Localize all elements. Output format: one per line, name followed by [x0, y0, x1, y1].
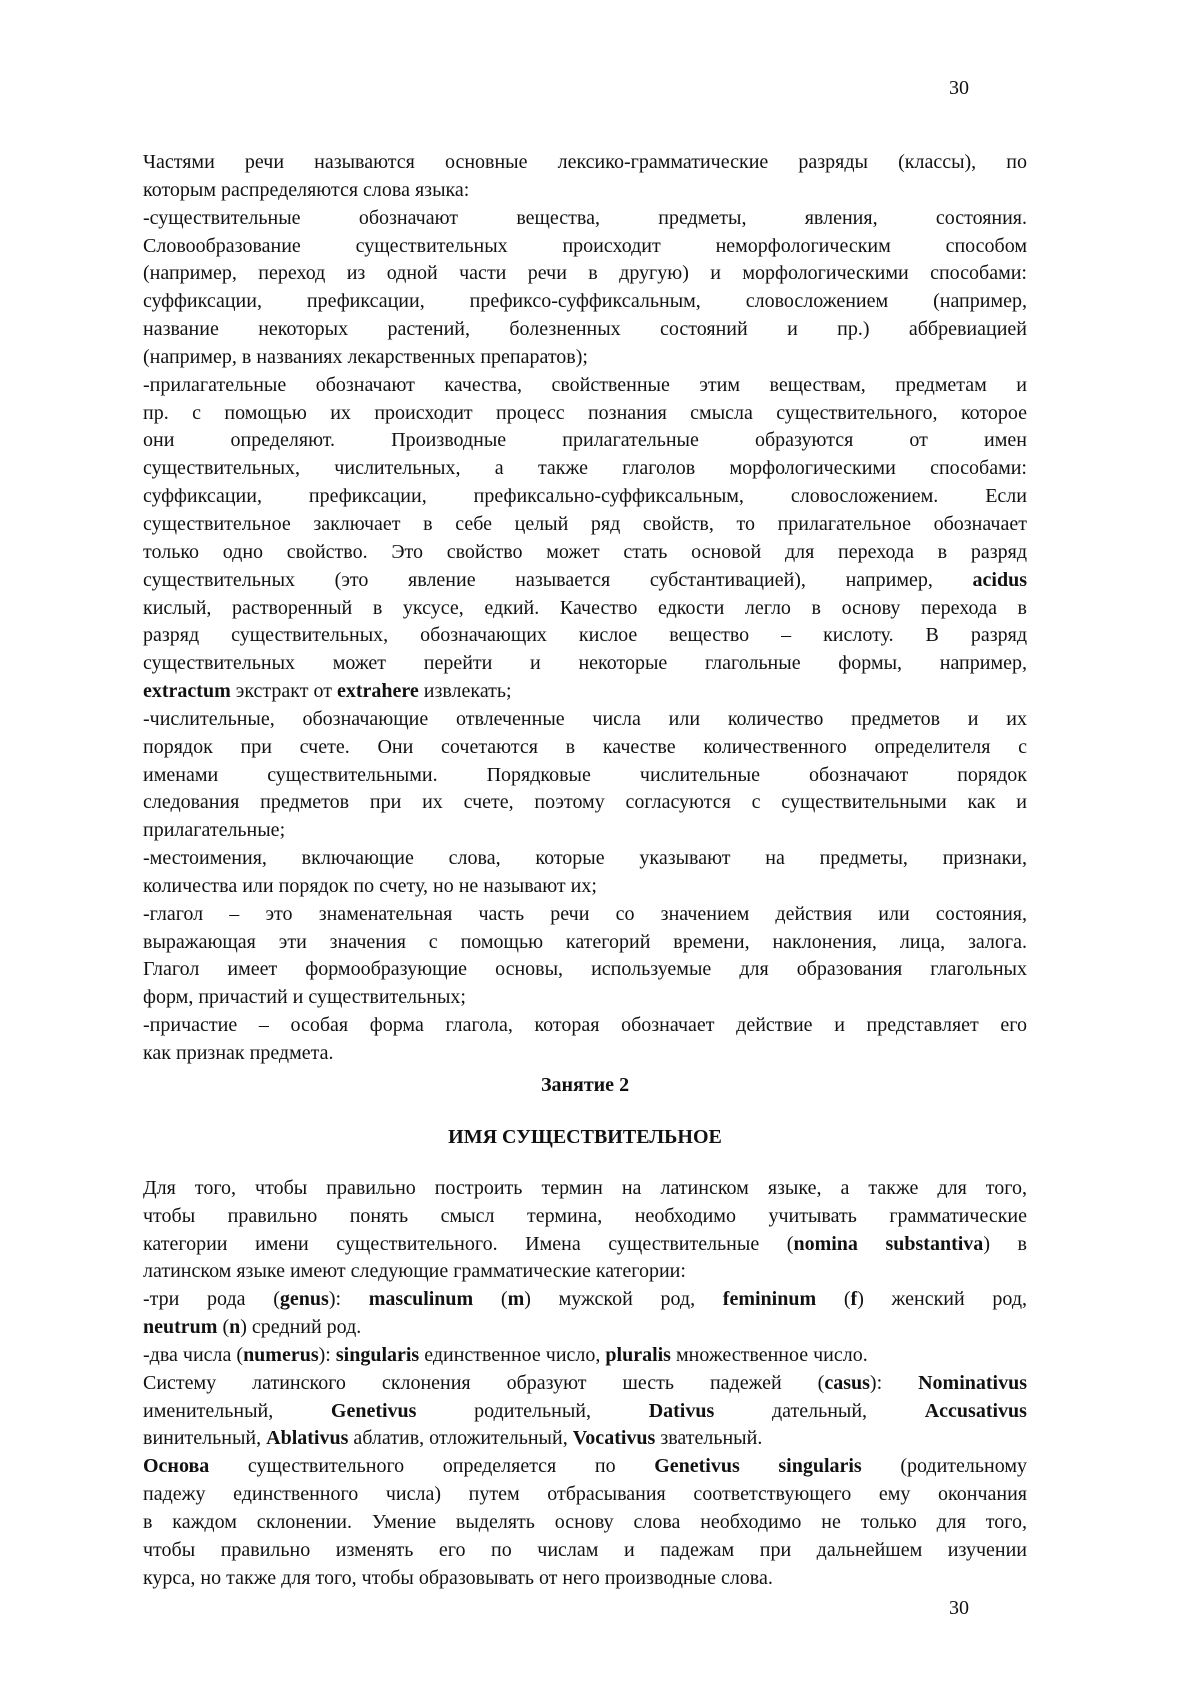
text-line: название некоторых растений, болезненных состояний и пр.) аббревиацией: [143, 318, 1027, 341]
text-line: выражающая эти значения с помощью категорий времени, наклонения, лица, залога.: [143, 930, 1027, 953]
text-line: порядок при счете. Они сочетаются в качестве количественного определителя с: [143, 735, 1027, 758]
text-run: ) женский род,: [857, 1288, 1028, 1311]
text-line: латинском языке имеют следующие грамматические категории:: [143, 1260, 686, 1283]
page-number-top: 30: [949, 77, 969, 99]
latin-term: Vocativus: [572, 1427, 656, 1450]
text-line: Для того, чтобы правильно построить термин на латинском языке, а также для того,: [143, 1176, 1027, 1199]
latin-term: Dativus: [648, 1399, 715, 1422]
latin-term: pluralis: [605, 1343, 671, 1366]
text-line: пр. с помощью их происходит процесс познания смысла существительного, которое: [143, 401, 1027, 424]
latin-term: m: [507, 1288, 525, 1311]
latin-term: singularis: [335, 1343, 420, 1366]
text-run: ):: [869, 1371, 919, 1394]
text-line: именами существительными. Порядковые числительные обозначают порядок: [143, 763, 1027, 786]
text-line: суффиксации, префиксации, префиксально-суффиксальным, словосложением. Если: [143, 485, 1027, 508]
latin-term: Genetivus singularis: [654, 1455, 862, 1478]
text-line: которым распределяются слова языка:: [143, 178, 470, 201]
text-run: ):: [328, 1288, 369, 1311]
text-line: Словообразование существительных происходит неморфологическим способом: [143, 234, 1027, 257]
page-number-bottom: 30: [949, 1597, 969, 1619]
text-line: только одно свойство. Это свойство может стать основой для перехода в разряд: [143, 540, 1027, 563]
text-line: [143, 1286, 1027, 1314]
page-body: [143, 149, 1027, 1593]
text-line: [143, 1398, 1027, 1426]
text-run: ) средний род.: [240, 1316, 362, 1339]
lesson-title: ИМЯ СУЩЕСТВИТЕЛЬНОЕ: [448, 1125, 722, 1148]
text-line: -глагол – это знаменательная часть речи со значением действия или состояния,: [143, 902, 1027, 925]
text-line: -причастие – особая форма глагола, которая обозначает действие и представляет его: [143, 1014, 1027, 1037]
text-line: в каждом склонении. Умение выделять основу слова необходимо не только для того,: [143, 1510, 1027, 1533]
text-line: падежу единственного числа) путем отбрасывания соответствующего ему окончания: [143, 1483, 1027, 1506]
text-run: (: [217, 1316, 230, 1339]
latin-term: neutrum: [143, 1316, 218, 1339]
text-line: следования предметов при их счете, поэтому согласуются с существительными как и: [143, 791, 1027, 814]
text-line: Частями речи называются основные лексико-грамматические разряды (классы), по: [143, 151, 1027, 173]
latin-term: numerus: [243, 1343, 319, 1366]
text-line: -прилагательные обозначают качества, свойственные этим веществам, предметам и: [143, 373, 1027, 396]
text-line: [143, 567, 1027, 595]
text-line: [143, 1425, 1027, 1453]
text-run: (: [473, 1288, 508, 1311]
latin-term-acidus: acidus: [972, 568, 1027, 591]
text-run: именительный,: [143, 1399, 331, 1422]
text-line: как признак предмета.: [143, 1042, 334, 1064]
text-line: Глагол имеет формообразующие основы, используемые для образования глагольных: [143, 958, 1027, 981]
text-line: [143, 1314, 1027, 1342]
text-run: существительного определяется по: [209, 1455, 655, 1478]
latin-term: Nominativus: [918, 1371, 1027, 1394]
text-line: (например, переход из одной части речи в другую) и морфологическими способами:: [143, 262, 1027, 285]
text-run: (родительному: [861, 1455, 1027, 1478]
text-line: -местоимения, включающие слова, которые указывают на предметы, признаки,: [143, 847, 1027, 870]
text-line: [143, 1453, 1027, 1481]
text-line: суффиксации, префиксации, префиксо-суффиксальным, словосложением (например,: [143, 290, 1027, 313]
text-line: чтобы правильно понять смысл термина, необходимо учитывать грамматические: [143, 1204, 1027, 1227]
latin-term: genus: [279, 1288, 329, 1311]
latin-term: masculinum: [368, 1288, 474, 1311]
text-run: категории имени существительного. Имена существительные (: [143, 1232, 794, 1255]
text-run: ) мужской род,: [524, 1288, 723, 1311]
text-run: единственное число,: [419, 1343, 606, 1366]
text-line: [143, 1342, 1027, 1370]
text-line: курса, но также для того, чтобы образовывать от него производные слова.: [143, 1566, 773, 1589]
latin-term: femininum: [722, 1288, 817, 1311]
text-run: винительный,: [143, 1427, 267, 1450]
text-line: существительных может перейти и некоторые глагольные формы, например,: [143, 652, 1027, 675]
noun-paragraph: [143, 1175, 1027, 1593]
text-run: -три рода (: [143, 1288, 280, 1311]
text-line: разряд существительных, обозначающих кислое вещество – кислоту. В разряд: [143, 624, 1027, 647]
text-line: [143, 1370, 1027, 1398]
text-line: количества или порядок по счету, но не называют их;: [143, 874, 597, 897]
text-line: чтобы правильно изменять его по числам и падежам при дальнейшем изучении: [143, 1538, 1027, 1561]
text-line: форм, причастий и существительных;: [143, 986, 466, 1009]
text-run: ) в: [983, 1232, 1027, 1255]
text-line: [143, 1231, 1027, 1259]
text-run: существительных (это явление называется субстантивацией), например,: [143, 568, 933, 591]
text-line: кислый, растворенный в уксусе, едкий. Качество едкости легло в основу перехода в: [143, 596, 1027, 619]
text-run: родительный,: [416, 1399, 649, 1422]
latin-term: Ablativus: [266, 1427, 349, 1450]
text-line: существительных, числительных, а также глаголов морфологическими способами:: [143, 457, 1027, 480]
text-run: аблатив, отложительный,: [348, 1427, 573, 1450]
latin-term: f: [850, 1288, 858, 1311]
text-line: существительное заключает в себе целый ряд свойств, то прилагательное обозначает: [143, 512, 1027, 535]
text-run: Систему латинского склонения образуют шесть падежей (: [143, 1371, 825, 1394]
lesson-label: Занятие 2: [540, 1073, 630, 1096]
latin-term: Accusativus: [924, 1399, 1027, 1422]
latin-term: Genetivus: [330, 1399, 417, 1422]
term-osnova: Основа: [143, 1455, 210, 1478]
text-line: -существительные обозначают вещества, предметы, явления, состояния.: [143, 206, 1027, 229]
text-line: они определяют. Производные прилагательные образуются от имен: [143, 429, 1027, 452]
text-line: -числительные, обозначающие отвлеченные числа или количество предметов и их: [143, 707, 1027, 730]
latin-term: casus: [824, 1371, 870, 1394]
text-run: (: [816, 1288, 851, 1311]
text-line: прилагательные;: [143, 819, 286, 842]
text-line: [143, 678, 1027, 706]
latin-term: nomina substantiva: [793, 1232, 984, 1255]
text-run: звательный.: [655, 1427, 763, 1450]
text-run: ):: [318, 1343, 336, 1366]
latin-term: n: [229, 1316, 241, 1339]
text-run: дательный,: [714, 1399, 925, 1422]
text-run: извлекать;: [418, 680, 512, 703]
text-line: (например, в названиях лекарственных препаратов);: [143, 345, 588, 368]
parts-of-speech-paragraph: [143, 149, 1027, 1068]
text-run: экстракт от: [230, 680, 337, 703]
latin-term-extractum: extractum: [143, 680, 231, 703]
text-run: множественное число.: [670, 1343, 868, 1366]
latin-term-extrahere: extrahere: [336, 680, 419, 703]
text-run: -два числа (: [143, 1343, 244, 1366]
